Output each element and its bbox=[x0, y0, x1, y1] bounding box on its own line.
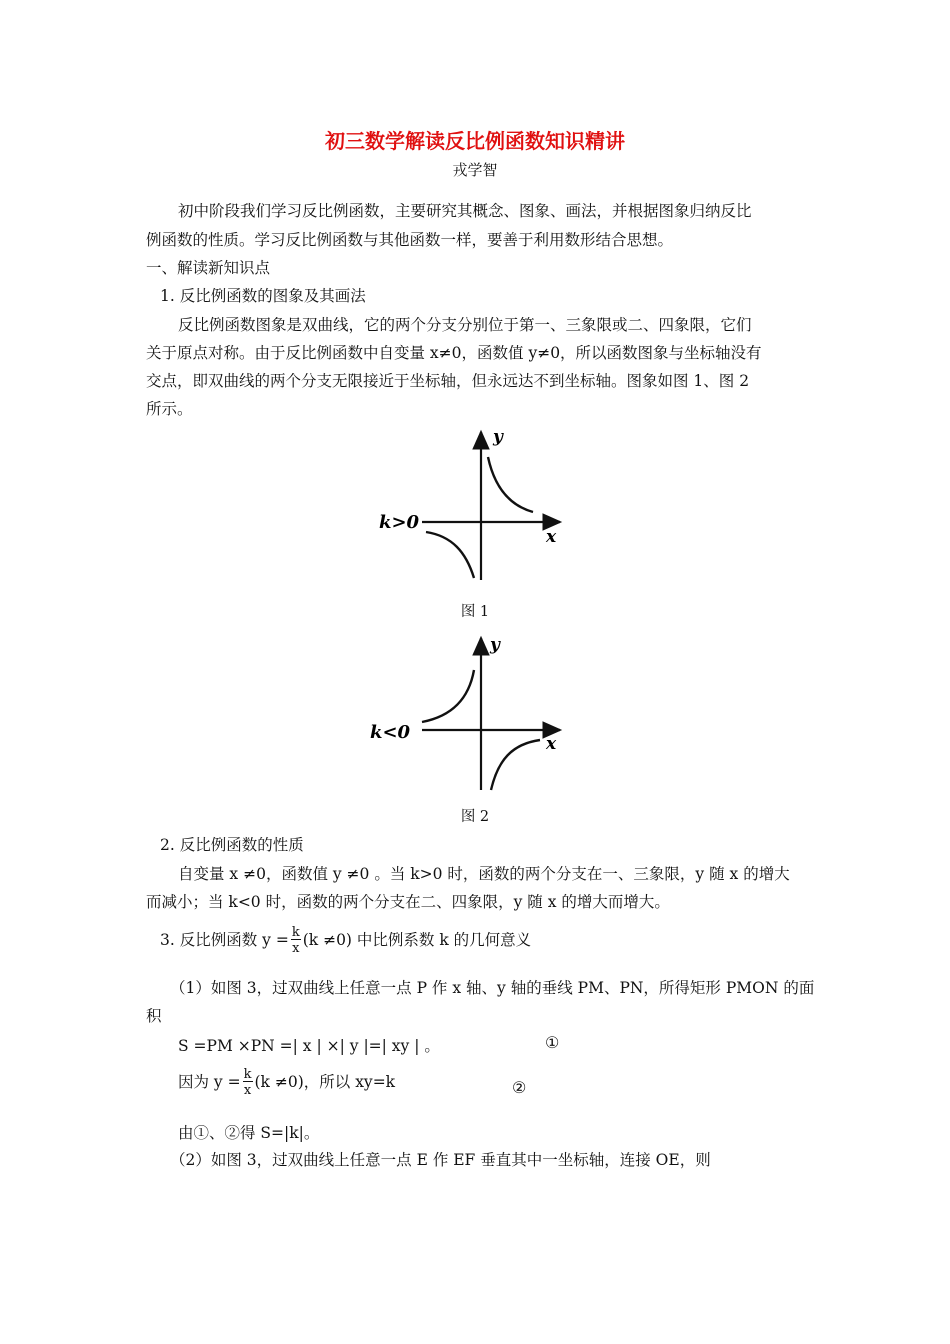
branch-quadrant-4 bbox=[491, 740, 540, 790]
y-axis-label: y bbox=[490, 635, 500, 655]
sub3-suffix: (k ≠0) 中比例系数 k 的几何意义 bbox=[302, 931, 532, 950]
section-heading: 一、解读新知识点 bbox=[146, 259, 271, 277]
fraction-numerator: k bbox=[291, 925, 300, 940]
figure-2-caption: 图 2 bbox=[460, 809, 490, 825]
condition-label: k>0 bbox=[379, 512, 420, 533]
condition-label: k<0 bbox=[370, 722, 411, 743]
sub3-prefix: 3. 反比例函数 y = bbox=[160, 931, 289, 950]
branch-quadrant-2 bbox=[422, 670, 474, 722]
author: 戎学智 bbox=[452, 161, 498, 179]
x-axis-label: x bbox=[546, 527, 557, 547]
because-prefix: 因为 y = bbox=[178, 1073, 241, 1092]
because-line bbox=[178, 1068, 395, 1097]
figure-1-caption: 图 1 bbox=[460, 604, 490, 620]
equation-mark-1: ① bbox=[545, 1033, 560, 1052]
branch-quadrant-3 bbox=[426, 532, 474, 578]
sub2-line-2: 而减小；当 k<0 时，函数的两个分支在二、四象限，y 随 x 的增大而增大。 bbox=[146, 893, 670, 911]
fraction-denominator: x bbox=[243, 1083, 252, 1098]
sub2-line-1: 自变量 x ≠0，函数值 y ≠0 。当 k>0 时，函数的两个分支在一、三象限，y 随 x 的增大 bbox=[178, 865, 790, 883]
y-axis-label: y bbox=[493, 427, 503, 447]
branch-quadrant-1 bbox=[488, 457, 533, 512]
subsection-2-heading: 2. 反比例函数的性质 bbox=[160, 836, 304, 854]
subsection-1-heading: 1. 反比例函数的图象及其画法 bbox=[160, 287, 366, 305]
fraction-k-over-x bbox=[291, 926, 301, 955]
page-title: 初三数学解读反比例函数知识精讲 bbox=[325, 129, 625, 153]
intro-line-2: 例函数的性质。学习反比例函数与其他函数一样，要善于利用数形结合思想。 bbox=[146, 231, 674, 249]
figure-1-graph bbox=[360, 420, 580, 590]
subsection-3-heading bbox=[160, 926, 531, 955]
conclusion-line: 由①、②得 S=|k|。 bbox=[178, 1124, 320, 1142]
figure-2-graph bbox=[360, 628, 580, 800]
sub1-line-1: 反比例函数图象是双曲线，它的两个分支分别位于第一、三象限或二、四象限，它们 bbox=[178, 316, 752, 334]
sub1-line-3: 交点，即双曲线的两个分支无限接近于坐标轴，但永远达不到坐标轴。图象如图 1、图 2 bbox=[146, 372, 750, 390]
part1-line-2: 积 bbox=[146, 1007, 162, 1025]
fraction-denominator: x bbox=[292, 941, 300, 956]
fraction-numerator: k bbox=[243, 1067, 252, 1082]
equation-mark-2: ② bbox=[512, 1078, 527, 1097]
fraction-k-over-x bbox=[243, 1068, 253, 1097]
part1-line-1: （1）如图 3，过双曲线上任意一点 P 作 x 轴、y 轴的垂线 PM、PN，所得矩形 PMON 的面 bbox=[170, 979, 815, 997]
x-axis-label: x bbox=[546, 734, 557, 754]
area-formula: S =PM ×PN =| x | ×| y |=| xy | 。 bbox=[178, 1037, 440, 1055]
part2-line-1: （2）如图 3，过双曲线上任意一点 E 作 EF 垂直其中一坐标轴，连接 OE，则 bbox=[170, 1151, 711, 1169]
intro-line-1: 初中阶段我们学习反比例函数，主要研究其概念、图象、画法，并根据图象归纳反比 bbox=[178, 202, 752, 220]
sub1-line-4: 所示。 bbox=[146, 400, 193, 418]
because-suffix: (k ≠0)，所以 xy=k bbox=[254, 1073, 396, 1092]
sub1-line-2: 关于原点对称。由于反比例函数中自变量 x≠0，函数值 y≠0，所以函数图象与坐标轴没有 bbox=[146, 344, 762, 362]
